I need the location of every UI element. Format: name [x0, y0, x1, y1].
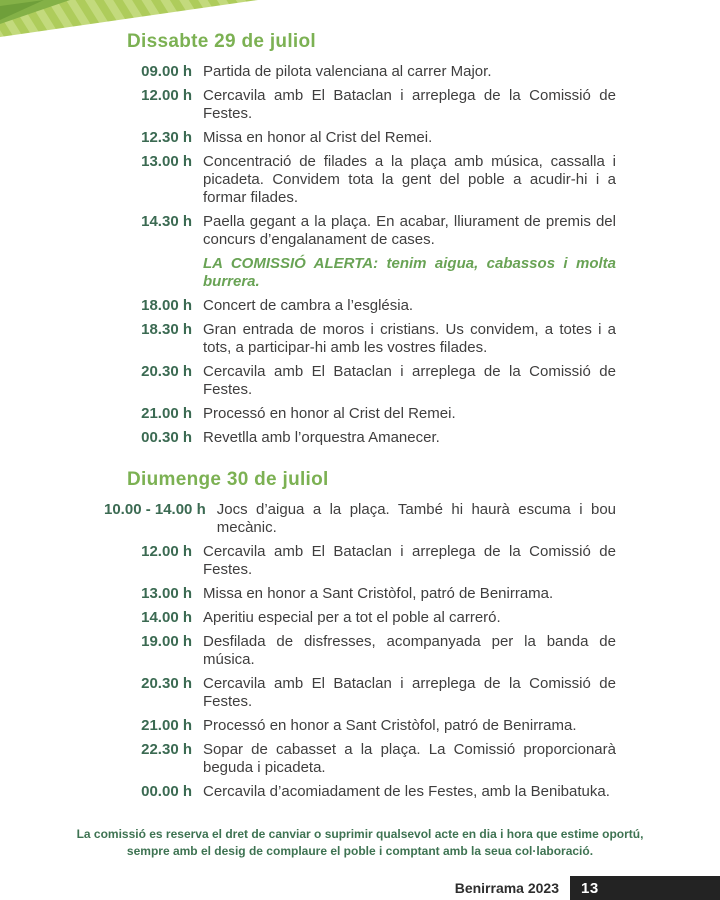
event-time: 21.00 h — [141, 405, 192, 422]
event-row — [104, 129, 616, 147]
event-time: 10.00 - 14.00 h — [104, 501, 206, 518]
event-time: 09.00 h — [141, 63, 192, 80]
event-row — [104, 741, 616, 777]
event-row — [104, 717, 616, 735]
event-text: Jocs d’aigua a la plaça. També hi haurà escuma i bou mecànic. — [216, 501, 616, 536]
section-saturday — [104, 30, 616, 447]
event-text: Cercavila amb El Bataclan i arreplega de la Comissió de Festes. — [203, 363, 616, 398]
event-time: 20.30 h — [141, 363, 192, 380]
event-text: Concert de cambra a l’església. — [203, 297, 414, 314]
event-time: 00.30 h — [141, 429, 192, 446]
page-number-bar — [570, 876, 720, 900]
program-content — [104, 30, 616, 807]
event-row — [104, 585, 616, 603]
event-text: Cercavila amb El Bataclan i arreplega de la Comissió de Festes. — [203, 543, 616, 578]
page-footer — [0, 876, 720, 900]
event-text: Missa en honor al Crist del Remei. — [203, 129, 433, 146]
event-time: 12.00 h — [141, 87, 192, 104]
event-text: Gran entrada de moros i cristians. Us convidem, a totes i a tots, a participar-hi amb les vostres filades. — [203, 321, 616, 356]
event-text: Concentració de filades a la plaça amb música, cassalla i picadeta. Convidem tota la gent del poble a acudir-hi i a formar filades. — [203, 153, 616, 206]
event-time: 13.00 h — [141, 153, 192, 170]
event-row — [104, 213, 616, 249]
event-time: 22.30 h — [141, 741, 192, 758]
event-row — [104, 153, 616, 207]
event-time: 18.30 h — [141, 321, 192, 338]
event-text: Revetlla amb l’orquestra Amanecer. — [203, 429, 440, 446]
event-row — [104, 363, 616, 399]
section-sunday — [104, 468, 616, 801]
event-row — [104, 429, 616, 447]
event-time: 00.00 h — [141, 783, 192, 800]
event-text: Aperitiu especial per a tot el poble al carreró. — [203, 609, 501, 626]
event-text: Processó en honor a Sant Cristòfol, patró de Benirrama. — [203, 717, 577, 734]
event-text: Cercavila amb El Bataclan i arreplega de la Comissió de Festes. — [203, 87, 616, 122]
event-row — [104, 501, 616, 537]
section-title-saturday: Dissabte 29 de juliol — [127, 31, 316, 52]
event-row — [104, 405, 616, 423]
edition-label: Benirrama 2023 — [454, 880, 559, 896]
event-text: Sopar de cabasset a la plaça. La Comissió proporcionarà beguda i picadeta. — [203, 741, 616, 776]
event-time: 12.30 h — [141, 129, 192, 146]
event-row — [104, 63, 616, 81]
page-number: 13 — [581, 879, 599, 897]
event-time: 14.00 h — [141, 609, 192, 626]
commission-alert-row — [104, 255, 616, 291]
event-text: Cercavila d’acomiadament de les Festes, amb la Benibatuka. — [203, 783, 610, 800]
event-text: Partida de pilota valenciana al carrer Major. — [203, 63, 492, 80]
event-row — [104, 543, 616, 579]
event-row — [104, 675, 616, 711]
event-time: 18.00 h — [141, 297, 192, 314]
event-text: Missa en honor a Sant Cristòfol, patró de Benirrama. — [203, 585, 554, 602]
event-time: 20.30 h — [141, 675, 192, 692]
event-time: 14.30 h — [141, 213, 192, 230]
event-time: 19.00 h — [141, 633, 192, 650]
event-text: Paella gegant a la plaça. En acabar, lliurament de premis del concurs d’engalanament de cases. — [203, 213, 616, 248]
event-row — [104, 297, 616, 315]
commission-alert-text: LA COMISSIÓ ALERTA: tenim aigua, cabassos i molta burrera. — [203, 255, 616, 290]
event-text: Processó en honor al Crist del Remei. — [203, 405, 456, 422]
section-title-sunday: Diumenge 30 de juliol — [127, 469, 329, 490]
event-text: Cercavila amb El Bataclan i arreplega de la Comissió de Festes. — [203, 675, 616, 710]
event-time: 12.00 h — [141, 543, 192, 560]
footer-note: La comissió es reserva el dret de canviar o suprimir qualsevol acte en dia i hora que estime oportú, sempre amb el desig de complaure el poble i comptant amb la seua col·laboració. — [76, 827, 644, 858]
event-row — [104, 321, 616, 357]
event-text: Desfilada de disfresses, acompanyada per la banda de música. — [203, 633, 616, 668]
event-row — [104, 87, 616, 123]
event-row — [104, 609, 616, 627]
event-row — [104, 633, 616, 669]
event-row — [104, 783, 616, 801]
event-time: 21.00 h — [141, 717, 192, 734]
event-time: 13.00 h — [141, 585, 192, 602]
